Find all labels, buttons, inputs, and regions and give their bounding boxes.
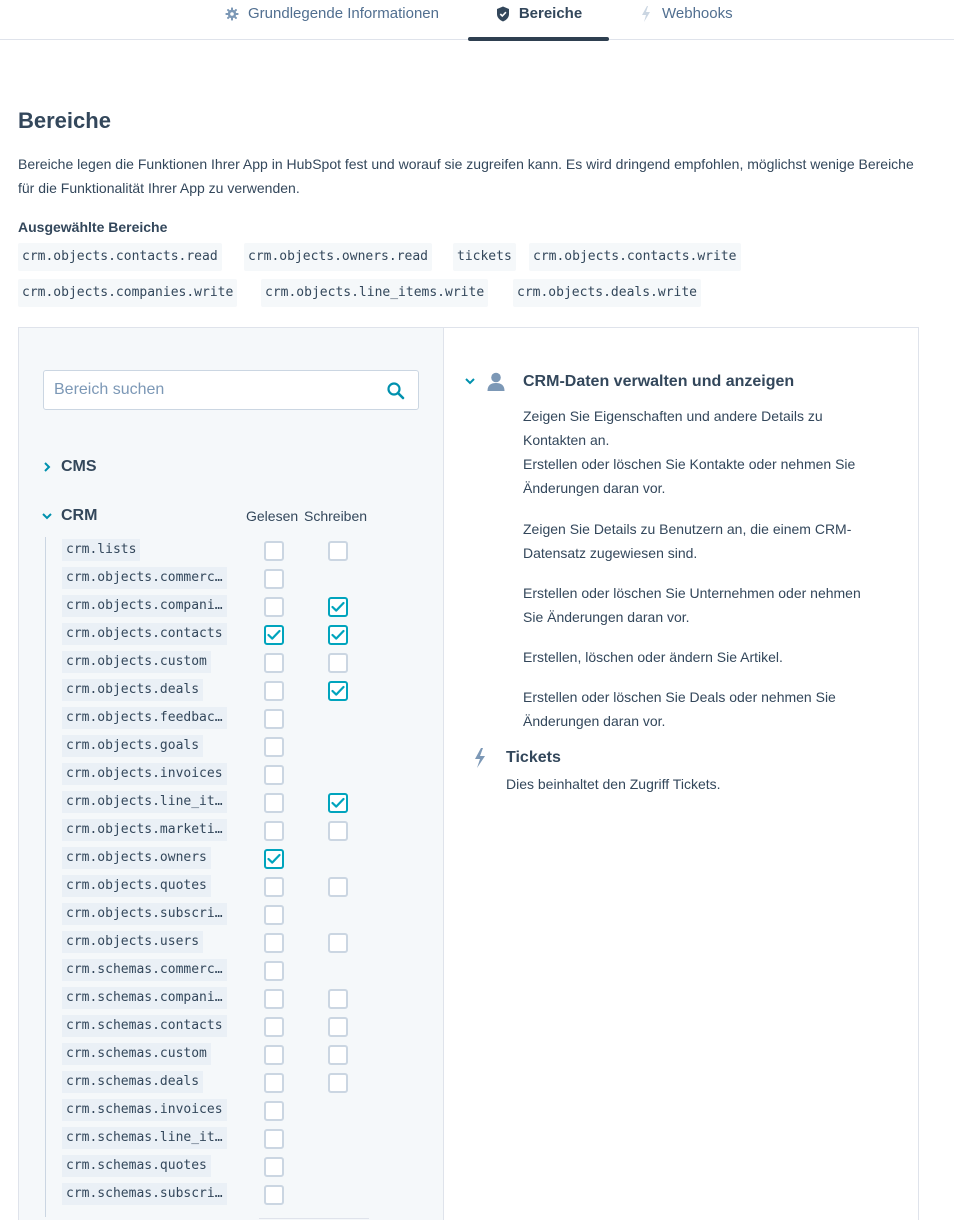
selected-scope-chip: crm.objects.contacts.read: [18, 243, 222, 271]
scope-row: [19, 957, 444, 985]
selected-scope-chip: crm.objects.deals.write: [513, 279, 701, 307]
read-checkbox[interactable]: [264, 1045, 284, 1065]
tab-webhooks[interactable]: [638, 0, 733, 40]
scope-row: [19, 817, 444, 845]
scope-name: crm.objects.custom: [62, 651, 211, 673]
scope-description: [523, 645, 783, 669]
read-checkbox[interactable]: [264, 1073, 284, 1093]
scope-name: crm.schemas.contacts: [62, 1015, 227, 1037]
write-checkbox[interactable]: [328, 1073, 348, 1093]
scope-name: crm.schemas.line_it…: [62, 1127, 227, 1149]
bolt-icon: [638, 6, 654, 22]
write-checkbox[interactable]: [328, 821, 348, 841]
scope-name: crm.objects.subscri…: [62, 903, 227, 925]
write-checkbox[interactable]: [328, 1017, 348, 1037]
scope-row: [19, 677, 444, 705]
write-checkbox[interactable]: [328, 877, 348, 897]
read-checkbox[interactable]: [264, 1157, 284, 1177]
scope-name: crm.schemas.commerc…: [62, 959, 227, 981]
description-line: Kontakten an.: [523, 432, 610, 448]
read-checkbox[interactable]: [264, 681, 284, 701]
scope-row: [19, 845, 444, 873]
description-line: Erstellen oder löschen Sie Unternehmen oder nehmen: [523, 585, 861, 601]
tab-scopes[interactable]: [468, 0, 609, 40]
write-checkbox-checked[interactable]: [328, 625, 348, 645]
scope-row: [19, 621, 444, 649]
selected-scope-chip: crm.objects.line_items.write: [261, 279, 488, 307]
scope-name: crm.objects.feedbac…: [62, 707, 227, 729]
description-line: Zeigen Sie Eigenschaften und andere Details zu: [523, 408, 823, 424]
scope-row: [19, 705, 444, 733]
tickets-section-header: [473, 748, 561, 768]
scope-name: crm.objects.commerc…: [62, 567, 227, 589]
column-read-header: Gelesen: [246, 508, 299, 524]
write-checkbox[interactable]: [328, 541, 348, 561]
description-line: Änderungen daran vor.: [523, 713, 666, 729]
scope-name: crm.schemas.subscri…: [62, 1183, 227, 1205]
scope-name: crm.objects.line_it…: [62, 791, 227, 813]
scope-row: [19, 537, 444, 565]
crm-section-title: CRM-Daten verwalten und anzeigen: [523, 373, 795, 390]
scope-row: [19, 1097, 444, 1125]
read-checkbox[interactable]: [264, 737, 284, 757]
scope-row: [19, 593, 444, 621]
group-crm-label: CRM: [61, 507, 98, 524]
scope-row: [19, 1013, 444, 1041]
scope-row: [19, 929, 444, 957]
scope-name: crm.objects.deals: [62, 679, 203, 701]
read-checkbox[interactable]: [264, 541, 284, 561]
scope-description: [523, 517, 851, 565]
scope-row: [19, 1041, 444, 1069]
read-checkbox[interactable]: [264, 989, 284, 1009]
description-line: Erstellen oder löschen Sie Kontakte oder nehmen Sie: [523, 456, 856, 472]
page-title: Bereiche: [18, 108, 111, 133]
selected-scope-chip: crm.objects.owners.read: [244, 243, 432, 271]
write-checkbox[interactable]: [328, 989, 348, 1009]
scope-name: crm.schemas.quotes: [62, 1155, 211, 1177]
column-write-header: Schreiben: [304, 508, 368, 524]
scope-row: [19, 873, 444, 901]
write-checkbox[interactable]: [328, 653, 348, 673]
scope-name: crm.objects.contacts: [62, 623, 227, 645]
tickets-section-title: Tickets: [506, 749, 561, 766]
tab-webhooks-label: Webhooks: [662, 5, 733, 22]
active-tab-indicator: [468, 37, 609, 41]
group-cms[interactable]: [41, 458, 97, 476]
scope-row: [19, 789, 444, 817]
write-checkbox[interactable]: [328, 933, 348, 953]
read-checkbox[interactable]: [264, 597, 284, 617]
write-checkbox-checked[interactable]: [328, 597, 348, 617]
read-checkbox[interactable]: [264, 1129, 284, 1149]
tab-scopes-label: Bereiche: [518, 5, 583, 22]
description-line: Datensatz zugewiesen sind.: [523, 545, 698, 561]
scope-details: [445, 328, 919, 1220]
chevron-right-icon: [41, 461, 53, 473]
read-checkbox[interactable]: [264, 765, 284, 785]
read-checkbox-checked[interactable]: [264, 625, 284, 645]
selected-scope-chip: crm.objects.contacts.write: [529, 243, 741, 271]
tab-basic-info[interactable]: [224, 0, 439, 40]
scope-name: crm.objects.users: [62, 931, 203, 953]
scope-search: [43, 370, 419, 410]
scope-name: crm.objects.owners: [62, 847, 211, 869]
read-checkbox[interactable]: [264, 1101, 284, 1121]
crm-section-header[interactable]: [465, 372, 794, 392]
group-cms-label: CMS: [61, 458, 97, 475]
read-checkbox[interactable]: [264, 569, 284, 589]
scope-row: [19, 1069, 444, 1097]
scope-name: crm.schemas.compani…: [62, 987, 227, 1009]
scope-name: crm.schemas.deals: [62, 1071, 203, 1093]
read-checkbox[interactable]: [264, 961, 284, 981]
description-line: Erstellen, löschen oder ändern Sie Artikel.: [523, 649, 783, 665]
scope-name: crm.schemas.invoices: [62, 1099, 227, 1121]
description-line: Sie Änderungen daran vor.: [523, 609, 690, 625]
scope-row: [19, 901, 444, 929]
read-checkbox[interactable]: [264, 653, 284, 673]
chevron-down-icon: [41, 510, 53, 522]
scope-row: [19, 649, 444, 677]
write-checkbox-checked[interactable]: [328, 793, 348, 813]
description-line: Änderungen daran vor.: [523, 480, 666, 496]
scope-row: [19, 1181, 444, 1209]
selected-scope-chip: crm.objects.companies.write: [18, 279, 237, 307]
tab-bar: [0, 0, 954, 40]
read-checkbox[interactable]: [264, 1185, 284, 1205]
divider: [259, 1218, 369, 1219]
scope-row: [19, 761, 444, 789]
scope-search-input[interactable]: [54, 371, 374, 409]
write-checkbox-checked[interactable]: [328, 681, 348, 701]
scope-row: [19, 1153, 444, 1181]
group-crm[interactable]: [41, 507, 97, 525]
read-checkbox[interactable]: [264, 1017, 284, 1037]
description-line: Zeigen Sie Details zu Benutzern an, die einem CRM-: [523, 521, 852, 537]
read-checkbox[interactable]: [264, 709, 284, 729]
scopes-panel: [18, 327, 919, 1220]
read-checkbox[interactable]: [264, 821, 284, 841]
write-checkbox[interactable]: [328, 1045, 348, 1065]
scope-row: [19, 565, 444, 593]
shield-icon: [495, 6, 511, 22]
scope-name: crm.schemas.custom: [62, 1043, 211, 1065]
tab-basic-info-label: Grundlegende Informationen: [248, 5, 439, 22]
selected-scopes-label: Ausgewählte Bereiche: [18, 219, 168, 235]
bolt-icon: [473, 748, 489, 768]
scope-name: crm.lists: [62, 539, 140, 561]
scope-description: [523, 581, 861, 629]
read-checkbox[interactable]: [264, 793, 284, 813]
scope-row: [19, 733, 444, 761]
gear-icon: [224, 6, 240, 22]
scope-row: [19, 985, 444, 1013]
scope-description: [523, 685, 836, 733]
read-checkbox[interactable]: [264, 877, 284, 897]
chevron-down-icon: [465, 376, 477, 388]
person-icon: [487, 372, 507, 392]
scope-picker: [19, 328, 444, 1220]
tickets-description: Dies beinhaltet den Zugriff Tickets.: [506, 776, 721, 792]
scope-name: crm.objects.goals: [62, 735, 203, 757]
scope-description: [523, 404, 855, 500]
scope-row: [19, 1125, 444, 1153]
description-line: Erstellen oder löschen Sie Deals oder nehmen Sie: [523, 689, 836, 705]
search-icon[interactable]: [386, 381, 406, 401]
scope-name: crm.objects.invoices: [62, 763, 227, 785]
page-description: Bereiche legen die Funktionen Ihrer App in HubSpot fest und worauf sie zugreifen kann. Es wird dringend empfohlen, möglichst wenige Bereiche für die Funktionalität Ihrer App zu verwenden.: [18, 156, 914, 196]
read-checkbox[interactable]: [264, 905, 284, 925]
scope-name: crm.objects.marketi…: [62, 819, 227, 841]
read-checkbox[interactable]: [264, 933, 284, 953]
selected-scope-chip: tickets: [453, 243, 516, 271]
read-checkbox-checked[interactable]: [264, 849, 284, 869]
scope-name: crm.objects.compani…: [62, 595, 227, 617]
scope-name: crm.objects.quotes: [62, 875, 211, 897]
